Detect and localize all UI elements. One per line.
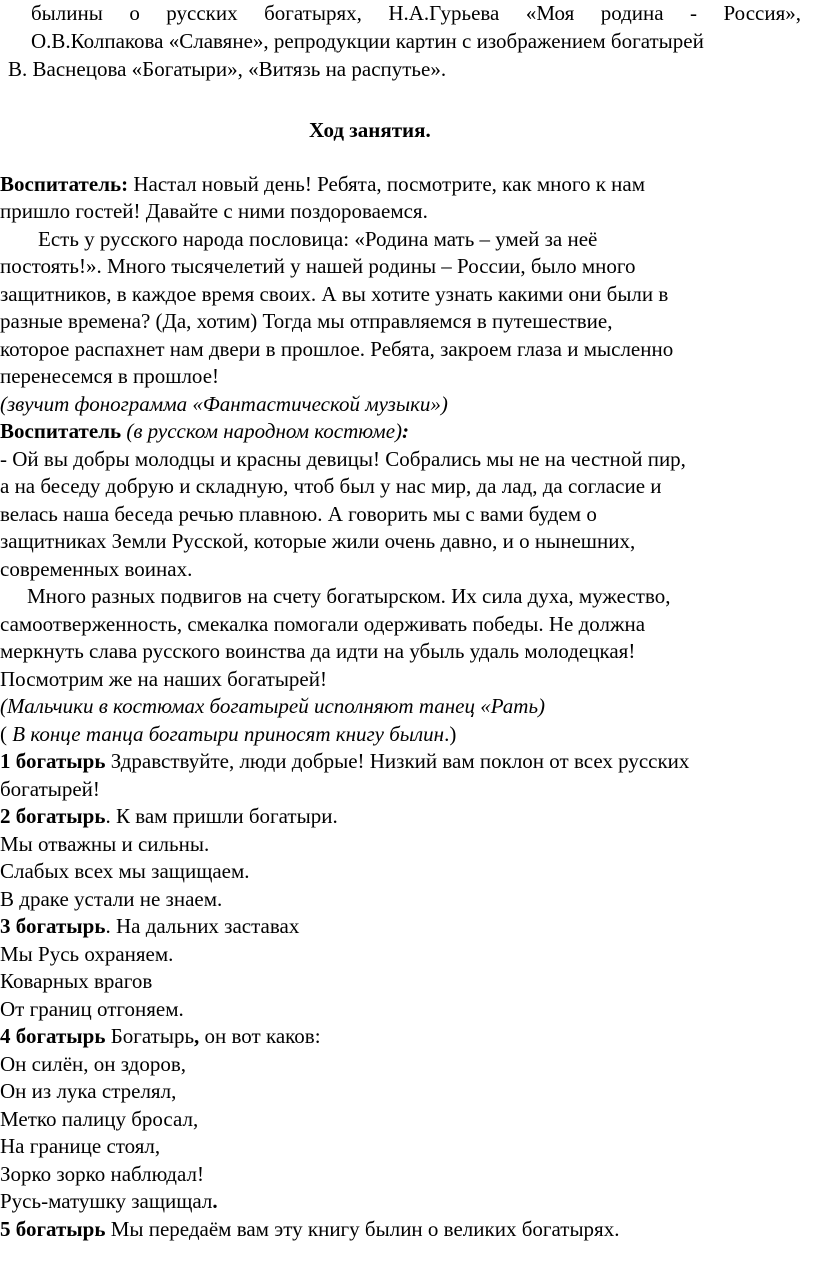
verse-line: В драке устали не знаем. <box>0 887 223 911</box>
paragraph-line: Воспитатель: Настал новый день! Ребята, посмотрите, как много к нам <box>0 172 646 196</box>
intro-line-1: былины о русских богатырях, Н.А.Гурьева «Моя родина - Россия», <box>31 1 801 25</box>
paragraph-line: перенесемся в прошлое! <box>0 364 220 388</box>
verse-line: Он из лука стрелял, <box>0 1079 177 1103</box>
verse-line: Мы Русь охраняем. <box>0 942 174 966</box>
paragraph-line: пришло гостей! Давайте с ними поздороваемся. <box>0 199 428 223</box>
paragraph-line: 1 богатырь Здравствуйте, люди добрые! Низкий вам поклон от всех русских <box>0 749 690 773</box>
intro-line-3: В. Васнецова «Богатыри», «Витязь на распутье». <box>8 57 447 81</box>
paragraph-line: Есть у русского народа пословица: «Родина мать – умей за неё <box>38 227 598 251</box>
stage-direction: (Мальчики в костюмах богатырей исполняют танец «Рать) <box>0 694 545 718</box>
speaker-label: Воспитатель: <box>0 172 129 196</box>
paragraph-line: разные времена? (Да, хотим) Тогда мы отправляемся в путешествие, <box>0 309 613 333</box>
intro-line-2: О.В.Колпакова «Славяне», репродукции картин с изображением богатырей <box>31 29 704 53</box>
paragraph-line: велась наша беседа речью плавною. А говорить мы с вами будем о <box>0 502 597 526</box>
paragraph-line: самоотверженность, смекалка помогали одерживать победы. Не должна <box>0 612 646 636</box>
paragraph-line: защитников, в каждое время своих. А вы хотите узнать какими они были в <box>0 282 669 306</box>
verse-line: 2 богатырь. К вам пришли богатыри. <box>0 804 338 828</box>
paragraph-line: 5 богатырь Мы передаём вам эту книгу былин о великих богатырях. <box>0 1217 620 1241</box>
verse-line: Зорко зорко наблюдал! <box>0 1162 204 1186</box>
paragraph-line: постоять!». Много тысячелетий у нашей родины – России, было много <box>0 254 636 278</box>
speaker-label: 3 богатырь <box>0 914 106 938</box>
speaker-label: 4 богатырь <box>0 1024 106 1048</box>
stage-direction: ( В конце танца богатыри приносят книгу былин.) <box>0 722 457 746</box>
paragraph-line: богатырей! <box>0 777 100 801</box>
paragraph-line: защитниках Земли Русской, которые жили очень давно, и о нынешних, <box>0 529 636 553</box>
paragraph-line: Посмотрим же на наших богатырей! <box>0 667 327 691</box>
verse-line: Мы отважны и сильны. <box>0 832 210 856</box>
stage-direction: (в русском народном костюме) <box>121 419 403 443</box>
verse-line: Он силён, он здоров, <box>0 1052 187 1076</box>
paragraph-line: а на беседу добрую и складную, чтоб был у нас мир, да лад, да согласие и <box>0 474 662 498</box>
paragraph-line: которое распахнет нам двери в прошлое. Ребята, закроем глаза и мысленно <box>0 337 674 361</box>
verse-line: Метко палицу бросал, <box>0 1107 199 1131</box>
paragraph-line: меркнуть слава русского воинства да идти на убыль удаль молодецкая! <box>0 639 636 663</box>
verse-line: На границе стоял, <box>0 1134 161 1158</box>
verse-line: Коварных врагов <box>0 969 153 993</box>
paragraph-line: современных воинах. <box>0 557 193 581</box>
paragraph-line: - Ой вы добры молодцы и красны девицы! Собрались мы не на честной пир, <box>0 447 686 471</box>
verse-line: От границ отгоняем. <box>0 997 184 1021</box>
verse-line: Русь-матушку защищал. <box>0 1189 218 1213</box>
speaker-label: 1 богатырь <box>0 749 106 773</box>
verse-line: Слабых всех мы защищаем. <box>0 859 250 883</box>
section-heading: Ход занятия. <box>309 118 431 142</box>
paragraph-line: Много разных подвигов на счету богатырском. Их сила духа, мужество, <box>27 584 671 608</box>
stage-direction: (звучит фонограмма «Фантастической музыки») <box>0 392 448 416</box>
speaker-label: 2 богатырь <box>0 804 106 828</box>
speaker-label: 5 богатырь <box>0 1217 106 1241</box>
paragraph-line: Воспитатель (в русском народном костюме): <box>0 419 410 443</box>
speaker-label: Воспитатель <box>0 419 122 443</box>
verse-line: 4 богатырь Богатырь, он вот каков: <box>0 1024 321 1048</box>
verse-line: 3 богатырь. На дальних заставах <box>0 914 300 938</box>
